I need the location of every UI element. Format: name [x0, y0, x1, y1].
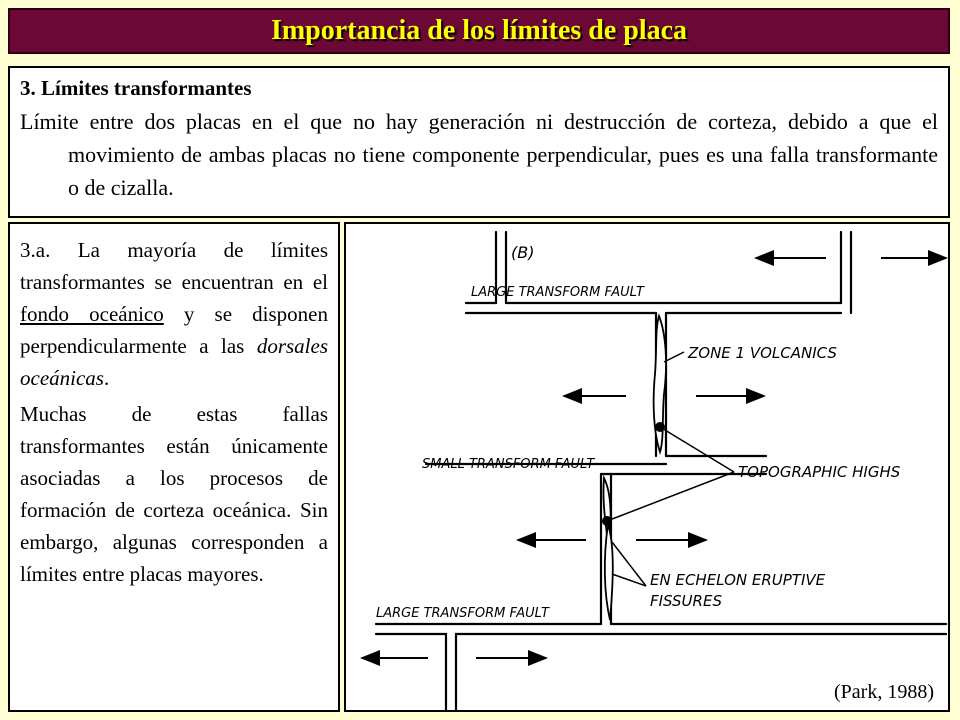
explanation-box — [8, 222, 340, 712]
diagram-box — [344, 222, 950, 712]
paragraph-1 — [20, 234, 328, 394]
label-en-echelon-1: EN ECHELON ERUPTIVE — [650, 571, 826, 589]
credit: (Park, 1988) — [834, 681, 934, 703]
section-heading: 3. Límites transformantes — [20, 76, 252, 100]
label-large-fault-top: LARGE TRANSFORM FAULT — [471, 285, 644, 300]
title-bar — [8, 8, 950, 54]
leader-topo-1 — [660, 427, 734, 472]
label-large-fault-bottom: LARGE TRANSFORM FAULT — [376, 606, 549, 621]
transform-fault-diagram — [346, 224, 948, 710]
paragraph-2: Muchas de estas fallas transformantes están únicamente asociadas a los procesos de formación de corteza oceánica. Sin embargo, algunas corresponden a límites entre placas mayores. — [20, 402, 328, 586]
p1-italic: dorsales oceánicas — [20, 334, 328, 390]
panel-label: (B) — [511, 243, 535, 262]
p1-end: . — [103, 366, 110, 390]
page-title: Importancia de los límites de placa — [270, 15, 688, 46]
label-zone1: ZONE 1 VOLCANICS — [688, 344, 837, 362]
p1-start: 3.a. La mayoría de límites transformantes se encuentran en el — [20, 238, 328, 294]
fissure-lens-2 — [605, 524, 613, 620]
p1-underline: fondo oceánico — [20, 302, 164, 326]
leader-topo-2 — [607, 472, 734, 521]
label-small-fault: SMALL TRANSFORM FAULT — [422, 457, 595, 472]
label-topographic-highs: TOPOGRAPHIC HIGHS — [738, 463, 901, 481]
p1-mid: y se disponen perpendicularmente a las — [20, 302, 328, 358]
definition-text: Límite entre dos placas en el que no hay generación ni destrucción de corteza, debido a que el movimiento de ambas placas no tiene componente perpendicular, pues es una falla transformante o de cizalla. — [20, 109, 938, 200]
label-en-echelon-2: FISSURES — [650, 592, 722, 610]
definition-box — [8, 66, 950, 218]
